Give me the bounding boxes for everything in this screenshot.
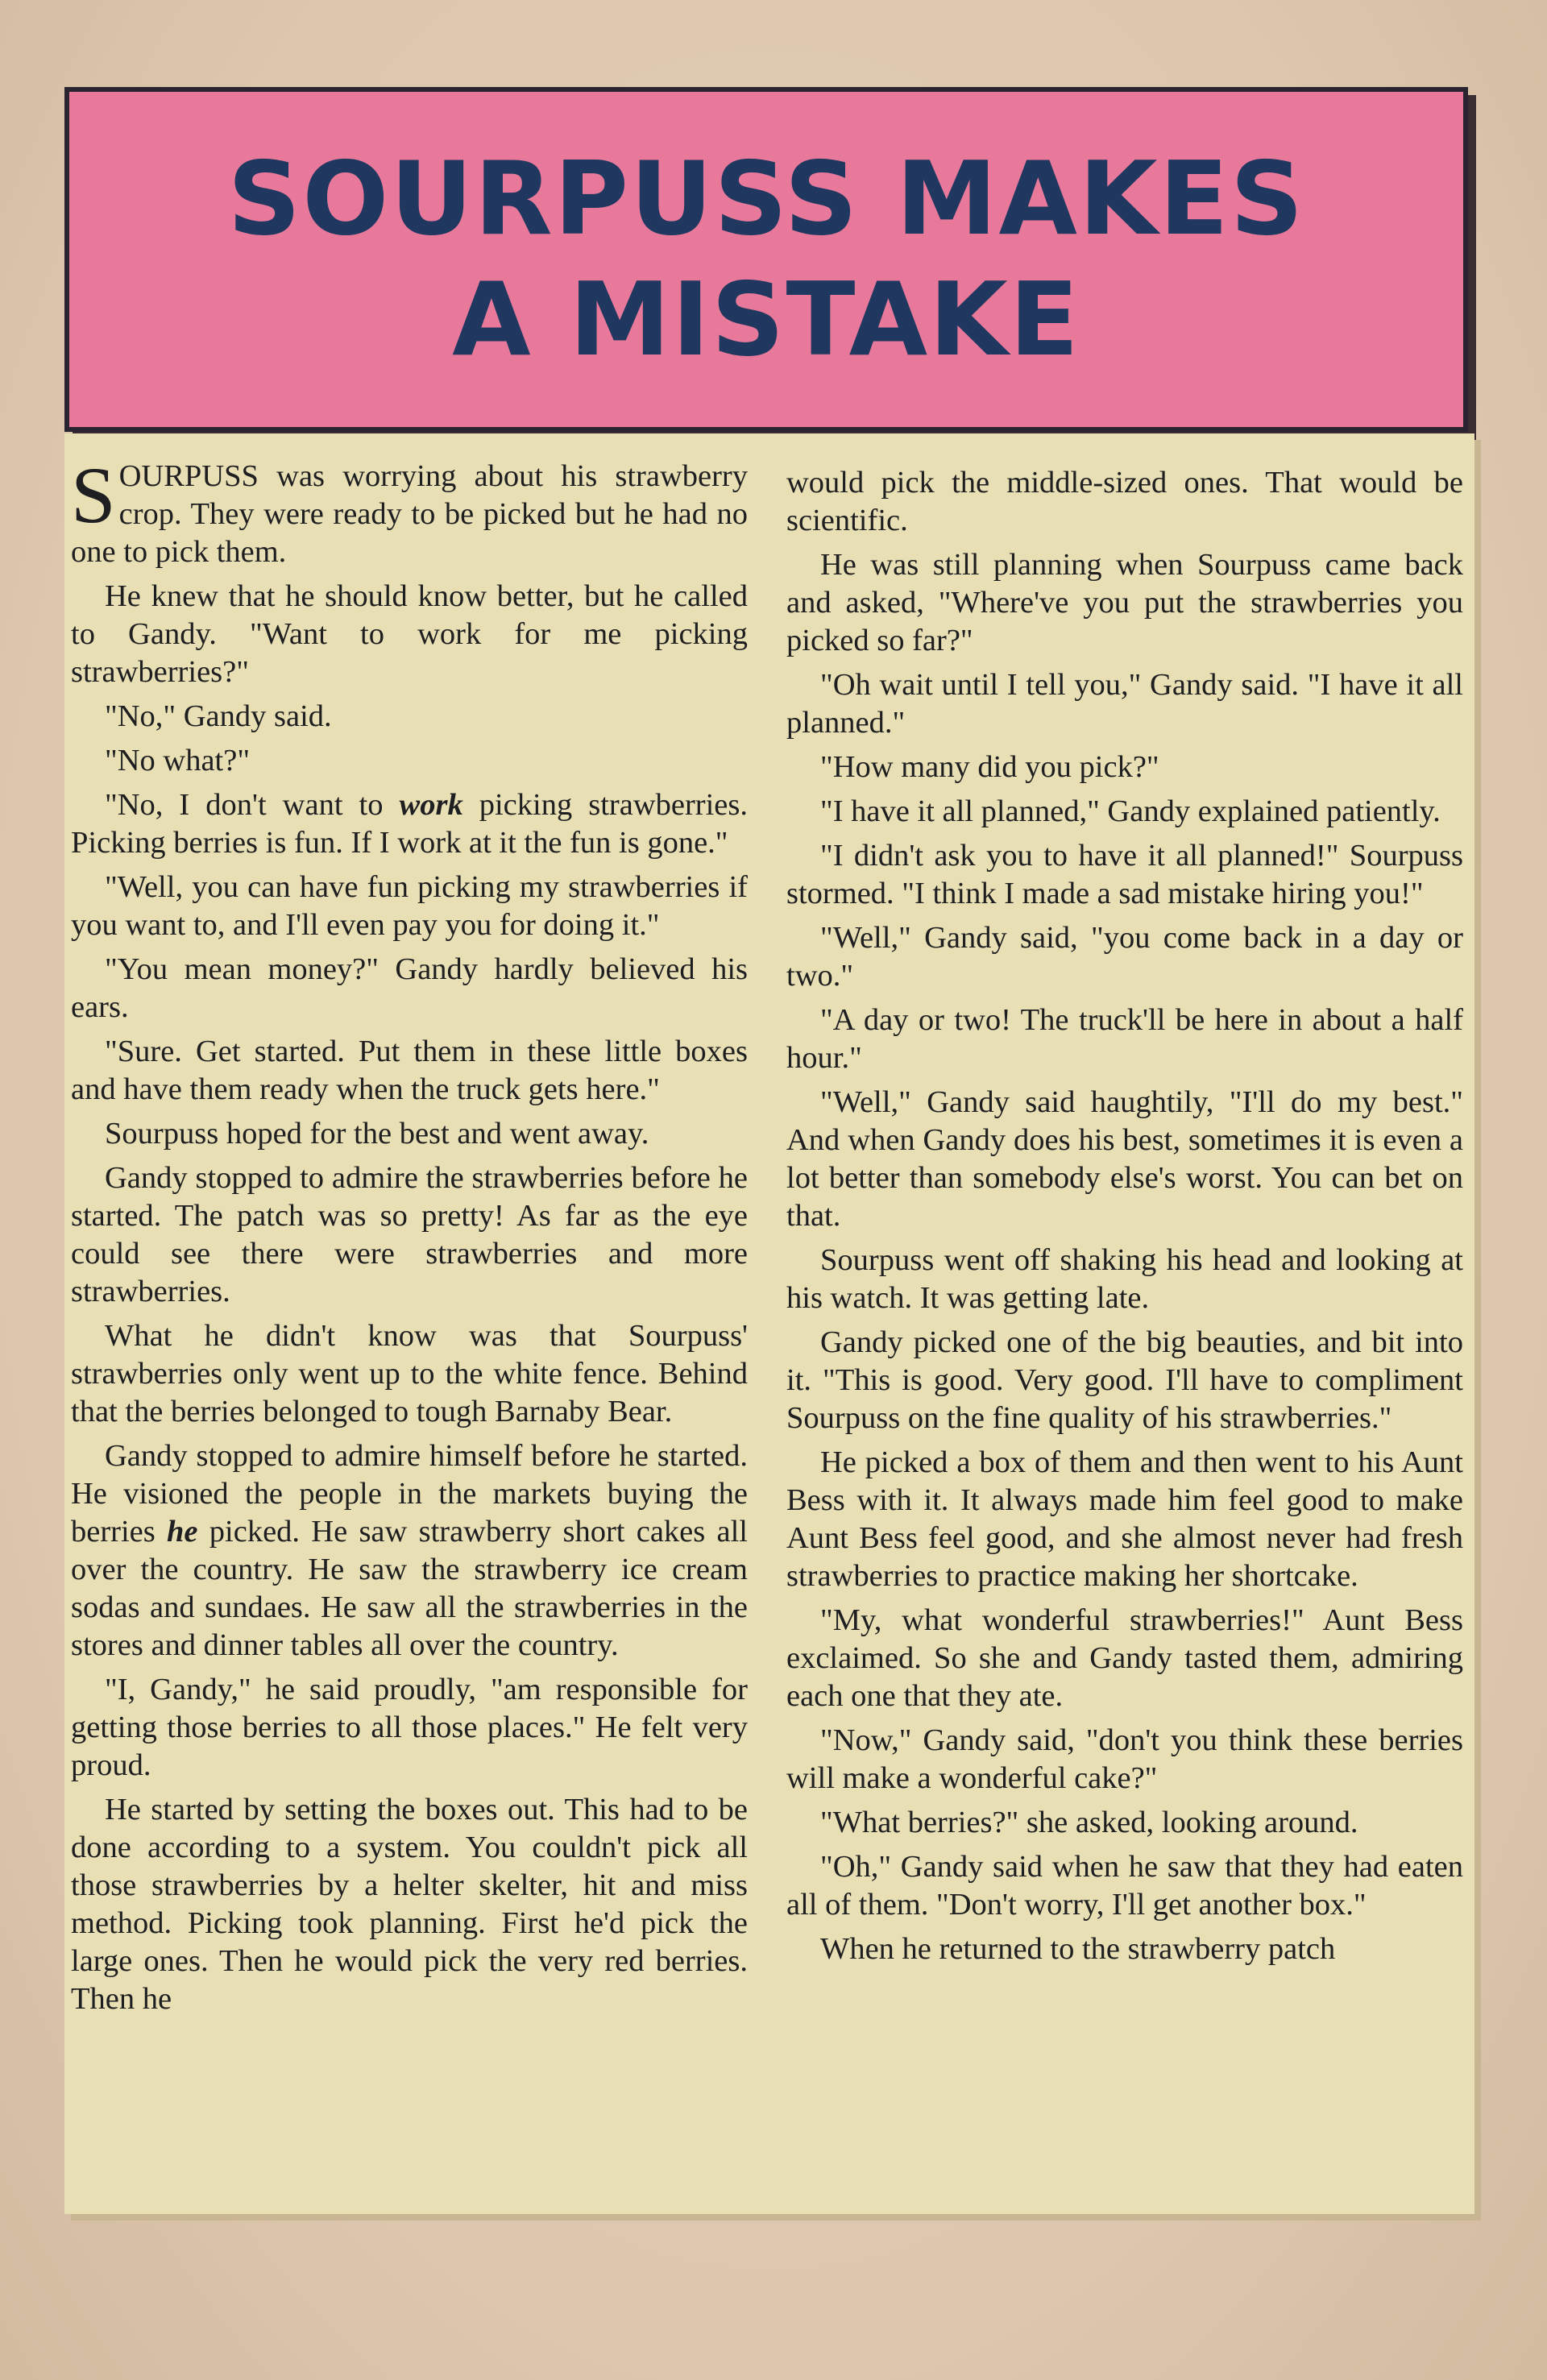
story-paragraph: He knew that he should know better, but he called to Gandy. "Want to work for me picking strawberries?": [71, 579, 748, 689]
story-text-panel: [64, 433, 1474, 2214]
story-paragraph: "You mean money?" Gandy hardly believed his ears.: [71, 952, 748, 1024]
story-paragraph: "Well, you can have fun picking my strawberries if you want to, and I'll even pay you for doing it.": [71, 870, 748, 942]
story-paragraph: "Oh," Gandy said when he saw that they had eaten all of them. "Don't worry, I'll get another box.": [786, 1850, 1463, 1922]
story-paragraph: "My, what wonderful strawberries!" Aunt Bess exclaimed. So she and Gandy tasted them, admiring each one that they ate.: [786, 1603, 1463, 1713]
paragraph-text: picked. He saw strawberry short cakes all over the country. He saw the strawberry ice cream sodas and sundaes. He saw all the strawberries in the stores and dinner tables all over the country.: [71, 1515, 748, 1662]
story-paragraph: "Well," Gandy said, "you come back in a day or two.": [786, 921, 1463, 993]
story-paragraph: "No what?": [105, 744, 251, 777]
paragraph-text: picking strawberries. Picking berries is fun. If I work at it the fun is gone.": [71, 788, 749, 860]
emphasis-text: work: [399, 788, 463, 822]
paragraph-text: Gandy stopped to admire himself before he started. He visioned the people in the markets buying the berries: [71, 1439, 748, 1549]
story-paragraph: "I have it all planned," Gandy explained patiently.: [820, 794, 1441, 828]
story-paragraph: "I, Gandy," he said proudly, "am responsible for getting those berries to all those places." He felt very proud.: [71, 1673, 748, 1782]
story-paragraph: "How many did you pick?": [820, 750, 1159, 784]
story-paragraph: He was still planning when Sourpuss came back and asked, "Where've you put the strawberries you picked so far?": [786, 548, 1463, 657]
paragraph-text: OURPUSS was worrying about his strawberry crop. They were ready to be picked but he had no one to pick them.: [71, 459, 748, 569]
story-paragraph: would pick the middle-sized ones. That would be scientific.: [786, 466, 1463, 537]
emphasis-text: he: [167, 1515, 198, 1549]
story-paragraph: Sourpuss went off shaking his head and looking at his watch. It was getting late.: [786, 1243, 1463, 1315]
story-paragraph: "What berries?" she asked, looking around.: [820, 1806, 1358, 1839]
story-paragraph: "A day or two! The truck'll be here in about a half hour.": [786, 1003, 1463, 1075]
title-line-2: A MISTAKE: [452, 260, 1080, 379]
story-paragraph: Sourpuss hoped for the best and went away.: [105, 1117, 649, 1151]
drop-cap: S: [71, 450, 116, 540]
story-paragraph: [71, 786, 748, 862]
story-paragraph: "Well," Gandy said haughtily, "I'll do my best." And when Gandy does his best, sometimes it is even a lot better than somebody else's worst. You can bet on that.: [786, 1085, 1463, 1233]
story-paragraph: "I didn't ask you to have it all planned!" Sourpuss stormed. "I think I made a sad mistake hiring you!": [786, 839, 1463, 910]
story-paragraph: "Oh wait until I tell you," Gandy said. "I have it all planned.": [786, 668, 1463, 740]
story-paragraph: "No," Gandy said.: [105, 699, 332, 733]
story-paragraph: Gandy picked one of the big beauties, and bit into it. "This is good. Very good. I'll have to compliment Sourpuss on the fine quality of his strawberries.": [786, 1325, 1463, 1435]
story-paragraph: "Now," Gandy said, "don't you think these berries will make a wonderful cake?": [786, 1723, 1463, 1795]
title-line-1: SOURPUSS MAKES: [227, 139, 1305, 258]
paragraph-text: "No, I don't want to: [105, 788, 400, 822]
story-paragraph: He picked a box of them and then went to his Aunt Bess with it. It always made him feel good to make Aunt Bess feel good, and she almost never had fresh strawberries to practice making her shortcake.: [786, 1445, 1463, 1593]
story-paragraph: [71, 1437, 748, 1665]
story-paragraph: Gandy stopped to admire the strawberries before he started. The patch was so pretty! As far as the eye could see there were strawberries and more strawberries.: [71, 1161, 748, 1308]
story-column-right: [786, 464, 1463, 1975]
story-paragraph: "Sure. Get started. Put them in these little boxes and have them ready when the truck gets here.": [71, 1035, 748, 1106]
story-column-left: [71, 450, 749, 2025]
story-paragraph: He started by setting the boxes out. This had to be done according to a system. You couldn't pick all those strawberries by a helter skelter, hit and miss method. Picking took planning. First he'd pick the large ones. Then he would pick the very red berries. Then he: [71, 1793, 748, 2016]
story-paragraph: What he didn't know was that Sourpuss' strawberries only went up to the white fence. Behind that the berries belonged to tough Barnaby Bear.: [71, 1319, 748, 1428]
story-paragraph: When he returned to the strawberry patch: [820, 1932, 1336, 1966]
title-banner: [64, 87, 1468, 432]
story-paragraph: [71, 450, 748, 571]
